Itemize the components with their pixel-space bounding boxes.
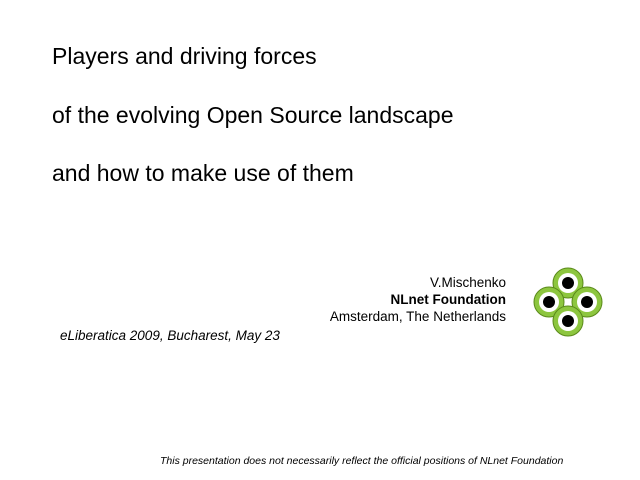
title-line-1: Players and driving forces: [52, 43, 317, 69]
disclaimer-text: This presentation does not necessarily reflect the official positions of NLnet Foundation: [160, 455, 564, 467]
title-line-2: of the evolving Open Source landscape: [52, 102, 454, 128]
logo-ring-bottom: [553, 306, 583, 336]
organization-name: NLnet Foundation: [390, 292, 506, 307]
event-info: eLiberatica 2009, Bucharest, May 23: [60, 328, 280, 343]
author-location: Amsterdam, The Netherlands: [329, 309, 506, 324]
title-line-3: and how to make use of them: [52, 160, 354, 186]
author-block: [330, 274, 506, 325]
nlnet-logo-icon: [532, 266, 604, 338]
author-name: V.Mischenko: [429, 275, 506, 290]
